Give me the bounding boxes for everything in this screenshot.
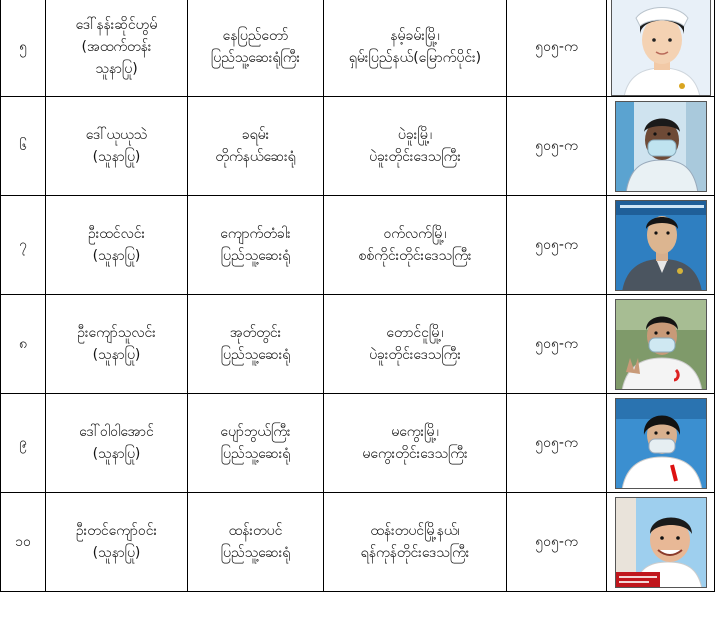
address-text: ထန်းတပင်မြို့နယ်၊ — [370, 523, 460, 539]
title-text: (အထက်တန်း — [81, 38, 152, 55]
name-cell — [46, 0, 188, 97]
table-row — [1, 394, 715, 493]
workplace-cell — [188, 0, 324, 97]
photo-cell — [607, 0, 715, 97]
table-row — [1, 493, 715, 592]
photo-cell — [607, 493, 715, 592]
address-cell — [324, 493, 507, 592]
section-cell: ၅၀၅-က — [507, 493, 607, 592]
portrait-photo — [615, 497, 707, 588]
address-text: နမ့်ခမ်းမြို့၊ — [390, 27, 440, 44]
address-text: မကွေးမြို့၊ — [391, 424, 439, 440]
title-text: (သူနာပြု) — [92, 347, 141, 363]
address-text: ဝက်လက်မြို့၊ — [383, 226, 447, 242]
portrait-photo — [615, 101, 707, 192]
title-text: (သူနာပြု) — [92, 545, 141, 561]
name-cell — [46, 97, 188, 196]
row-number: ၆ — [1, 97, 46, 196]
portrait-photo — [615, 398, 707, 489]
table-row — [1, 196, 715, 295]
address-text: ပဲခူးတိုင်းဒေသကြီး — [369, 347, 461, 363]
address-text: တောင်ငူမြို့၊ — [386, 325, 444, 341]
portrait-photo — [615, 299, 707, 390]
address-text: မကွေးတိုင်းဒေသကြီး — [362, 446, 468, 462]
photo-cell — [607, 295, 715, 394]
name-cell — [46, 196, 188, 295]
title-text: (သူနာပြု) — [92, 446, 141, 462]
workplace-text: ကျောက်တံခါး — [220, 226, 291, 242]
address-text: ပဲခူးတိုင်းဒေသကြီး — [369, 149, 461, 165]
address-cell — [324, 0, 507, 97]
row-number: ၁၀ — [1, 493, 46, 592]
address-text: ရန်ကုန်တိုင်းဒေသကြီး — [360, 545, 470, 561]
name-text: ဒေါ်ယုယုသဲ — [85, 127, 148, 143]
row-number: ၅ — [1, 0, 46, 97]
workplace-text: နေပြည်တော် — [222, 27, 289, 44]
address-text: ရှမ်းပြည်နယ်(မြောက်ပိုင်း) — [348, 49, 482, 66]
name-cell — [46, 493, 188, 592]
name-text: ဦးကျော်သူလင်း — [77, 325, 156, 341]
row-number: ၉ — [1, 394, 46, 493]
workplace-text: ပျော်ဘွယ်ကြီး — [220, 424, 291, 440]
workplace-text: ခရမ်း — [241, 127, 270, 143]
photo-cell — [607, 97, 715, 196]
section-cell: ၅၀၅-က — [507, 0, 607, 97]
workplace-text: အုတ်တွင်း — [229, 325, 282, 341]
address-text: ပဲခူးမြို့၊ — [397, 127, 433, 143]
title-text: (သူနာပြု) — [92, 149, 141, 165]
photo-cell — [607, 196, 715, 295]
portrait-photo — [611, 0, 711, 96]
name-cell — [46, 295, 188, 394]
photo-cell — [607, 394, 715, 493]
workplace-text: ပြည်သူ့ဆေးရုံ — [220, 347, 291, 363]
table-row — [1, 295, 715, 394]
table-row — [1, 97, 715, 196]
row-number: ၇ — [1, 196, 46, 295]
section-cell: ၅၀၅-က — [507, 97, 607, 196]
name-text: ဦးတင်ကျော်ဝင်း — [75, 523, 158, 539]
address-text: စစ်ကိုင်းတိုင်းဒေသကြီး — [358, 248, 472, 264]
name-text: ဒေါ်ဝါဝါအောင် — [79, 424, 154, 440]
row-number: ၈ — [1, 295, 46, 394]
title-text: သူနာပြု) — [95, 60, 138, 77]
name-text: ဒေါ်နန်းဆိုင်ဟွမ် — [75, 16, 158, 33]
section-cell: ၅၀၅-က — [507, 295, 607, 394]
workplace-cell — [188, 295, 324, 394]
workplace-text: တိုက်နယ်ဆေးရုံ — [215, 149, 296, 165]
title-text: (သူနာပြု) — [92, 248, 141, 264]
workplace-cell — [188, 196, 324, 295]
section-cell: ၅၀၅-က — [507, 196, 607, 295]
workplace-text: ပြည်သူ့ဆေးရုံ — [220, 248, 291, 264]
address-cell — [324, 196, 507, 295]
workplace-text: ပြည်သူ့ဆေးရုံ — [220, 545, 291, 561]
workplace-cell — [188, 97, 324, 196]
workplace-text: ပြည်သူ့ဆေးရုံ — [220, 446, 291, 462]
address-cell — [324, 394, 507, 493]
portrait-photo — [615, 200, 707, 291]
address-cell — [324, 97, 507, 196]
workplace-text: ပြည်သူ့ဆေးရုံကြီး — [210, 49, 301, 66]
address-cell — [324, 295, 507, 394]
name-text: ဦးထင်လင်း — [87, 226, 146, 242]
workplace-text: ထန်းတပင် — [228, 523, 283, 539]
name-cell — [46, 394, 188, 493]
workplace-cell — [188, 394, 324, 493]
workplace-cell — [188, 493, 324, 592]
section-cell: ၅၀၅-က — [507, 394, 607, 493]
table-row — [1, 0, 715, 97]
